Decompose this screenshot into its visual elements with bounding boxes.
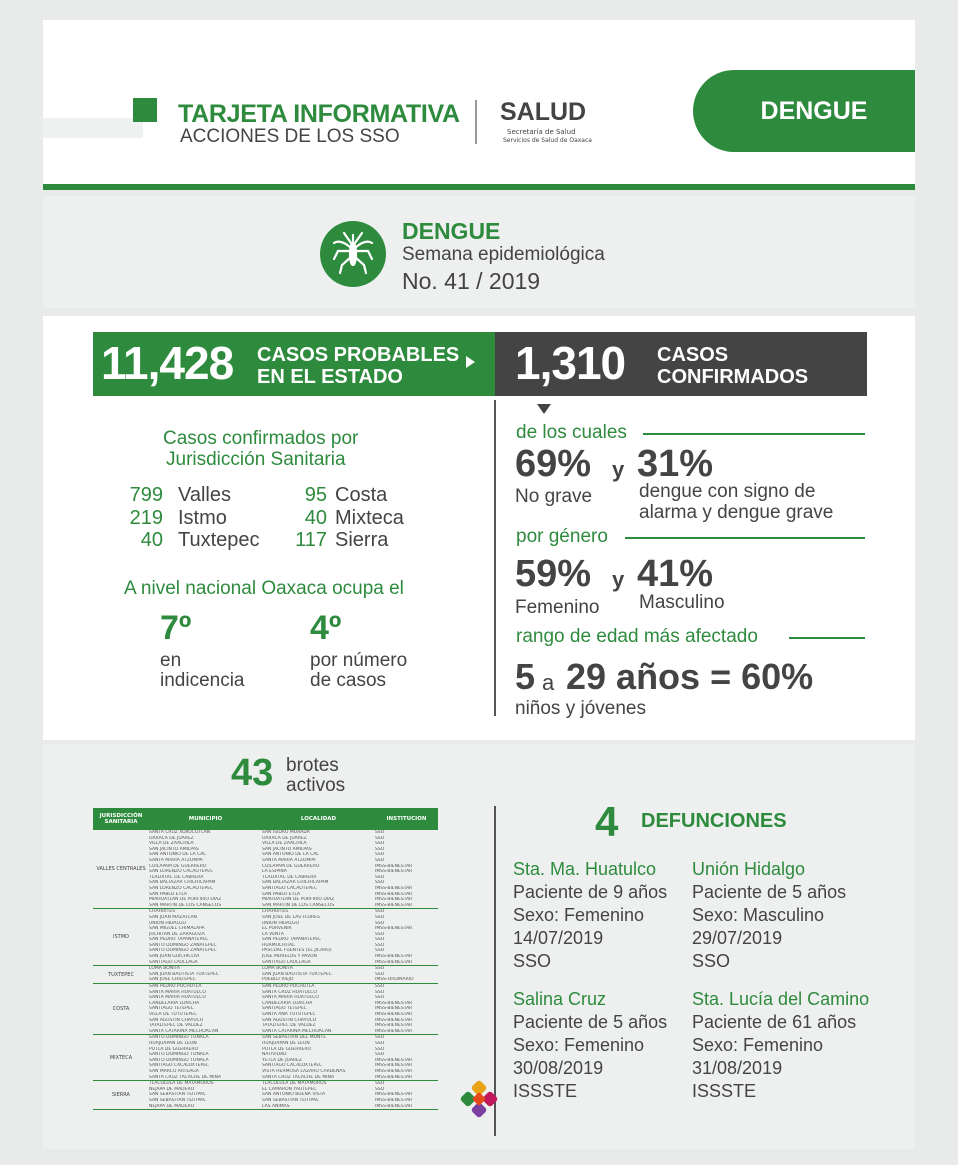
- th-municipio: MUNICIPIO: [188, 816, 223, 822]
- cell-localidad: EL PORVENIR: [262, 926, 292, 932]
- death-card: [692, 858, 846, 973]
- pct-no-grave: 69%: [515, 443, 592, 485]
- outbreaks-value: 43: [231, 752, 274, 794]
- cell-municipio: SAN JUAN BAUTISTA TUXTEPEC: [149, 971, 219, 977]
- cell-institucion: SSO: [375, 841, 385, 847]
- confirmed-bar: [495, 332, 867, 396]
- cell-institucion: IMSS-BIENESTAR: [375, 1057, 413, 1063]
- death-sex: Sexo: Femenino: [513, 905, 645, 925]
- salud-line2: Servicios de Salud de Oaxaca: [503, 137, 592, 144]
- cell-localidad: SAN ANTONIO DE LA CAL: [262, 852, 319, 858]
- cell-municipio: SAN BALTAZAR CHICHICAPAM: [149, 880, 216, 886]
- main-card: [43, 316, 915, 740]
- cell-municipio: SANTA CATARINA MECHOACAN: [149, 1028, 219, 1034]
- cell-municipio: OAXACA DE JUAREZ: [149, 835, 194, 841]
- jurisdiction-title1: Casos confirmados por: [163, 428, 359, 449]
- death-place: Sta. Lucía del Camino: [692, 989, 870, 1009]
- cell-municipio: TLALIXTAC DE CABRERA: [149, 874, 204, 880]
- cell-localidad: LA VENTA: [262, 931, 284, 937]
- cell-institucion: IMSS-BIENESTAR: [375, 869, 413, 875]
- cell-localidad: SANTA CRUZ TACACHE DE MINA: [262, 1074, 335, 1080]
- cell-institucion: IMSS-BIENESTAR: [375, 902, 413, 908]
- cell-institucion: IMSS-BIENESTAR: [375, 891, 413, 897]
- cell-localidad: SANTA CRUZ HUATULCO: [262, 989, 317, 995]
- cell-municipio: SAN ANTONIO DE LA CAL: [149, 852, 206, 858]
- cell-institucion: SSO: [375, 948, 385, 954]
- and-text: y: [612, 457, 625, 482]
- cell-localidad: PASCUAL FUENTES (EL JICARO): [262, 948, 332, 954]
- cell-localidad: TLALIXTAC DE CABRERA: [262, 874, 317, 880]
- death-place: Sta. Ma. Huatulco: [513, 859, 657, 879]
- death-sex: Sexo: Femenino: [513, 1035, 645, 1055]
- probable-bar: [93, 332, 495, 396]
- caption-grave2: alarma y dengue grave: [639, 502, 834, 523]
- cell-municipio: UNION HIDALGO: [149, 920, 187, 926]
- cell-localidad: JOSE MORELOS Y PAVON: [262, 954, 317, 960]
- cell-municipio: VILLA DE ZAACHILA: [149, 841, 194, 847]
- deaths-label: DEFUNCIONES: [641, 810, 787, 832]
- cell-municipio: SAN JOSE CHILTEPEC: [149, 977, 196, 983]
- table-group: [93, 909, 438, 966]
- cell-municipio: SAN JUAN GUICHICOVI: [149, 954, 200, 960]
- cell-institucion: SSO: [375, 880, 385, 886]
- cell-municipio: SAN MIGUEL CHIMALAPA: [149, 926, 205, 932]
- age-to: 29 años = 60%: [566, 656, 814, 697]
- cell-localidad: TATALTEPEC DE VALDEZ: [262, 1023, 316, 1029]
- cell-institucion: IMSS-BIENESTAR: [375, 1097, 413, 1103]
- cell-institucion: SSO: [375, 920, 385, 926]
- cell-institucion: SSO: [375, 846, 385, 852]
- dengue-tag: DENGUE: [693, 70, 915, 152]
- week-card: [43, 196, 915, 308]
- cell-municipio: SAN JUAN MAZATLAN: [149, 914, 197, 920]
- cell-municipio: SANTO DOMINGO ZANATEPEC: [149, 942, 217, 948]
- cell-localidad: MIAHUATLAN DE PORFIRIO DIAZ: [262, 897, 335, 903]
- section-rango-edad: rango de edad más afectado: [516, 626, 758, 647]
- table-group: [93, 1035, 438, 1081]
- cell-institucion: IMSS-BIENESTAR: [375, 1000, 413, 1006]
- cell-institucion: SSO: [375, 971, 385, 977]
- cell-institucion: IMSS-BIENESTAR: [375, 926, 413, 932]
- week-number: No. 41 / 2019: [402, 268, 541, 294]
- cell-localidad: SANTA ANA TUTUTEPEC: [262, 1012, 316, 1017]
- death-inst: ISSSTE: [513, 1081, 578, 1101]
- cell-localidad: OAXACA DE JUAREZ: [262, 835, 307, 841]
- header-divider: [475, 100, 477, 144]
- confirmed-value: 1,310: [515, 337, 626, 389]
- cell-municipio: SANTA MARIA HUATULCO: [149, 995, 206, 1001]
- cell-municipio: SAN PABLO ETLA: [149, 891, 188, 897]
- th-jurisdiccion: JURISDICCIÓN SANITARIA: [99, 813, 143, 825]
- jurisdiction-title2: Jurisdicción Sanitaria: [166, 449, 346, 470]
- week-subtitle: Semana epidemiológica: [402, 244, 605, 265]
- cell-institucion: SSO: [375, 937, 385, 943]
- cell-institucion: SSO: [375, 931, 385, 937]
- cell-localidad: PUTLA DE GUERRERO: [262, 1046, 312, 1052]
- death-age: Paciente de 5 años: [513, 1012, 668, 1032]
- cell-institucion: IMSS-BIENESTAR: [375, 1068, 413, 1074]
- section-line: [643, 433, 865, 435]
- header-underline: [43, 184, 915, 190]
- probable-label1: CASOS PROBABLES: [257, 344, 460, 366]
- jurisdiction-name: Valles: [178, 484, 231, 506]
- cell-municipio: SANTA MARIA HUATULCO: [149, 989, 206, 995]
- cell-localidad: UNION HIDALGO: [262, 920, 300, 926]
- mosquito-icon: [320, 221, 386, 287]
- age-sep: a: [542, 670, 555, 695]
- group-name: TUXTEPEC: [108, 971, 134, 978]
- rank-cases-label1: por número: [310, 650, 408, 671]
- cell-municipio: TLACOLULA DE MATAMOROS: [149, 1081, 214, 1087]
- cell-institucion: IMSS-BIENESTAR: [375, 863, 413, 869]
- cell-institucion: SSO: [375, 857, 385, 863]
- cell-institucion: IMSS-BIENESTAR: [375, 1006, 413, 1012]
- group-name: MIXTECA: [109, 1054, 133, 1061]
- cell-municipio: SANTIAGO CACALOXTEPEC: [149, 1063, 210, 1069]
- header-title: TARJETA INFORMATIVA: [178, 100, 460, 128]
- age-from: 5: [515, 656, 536, 697]
- main-divider: [494, 400, 496, 716]
- cell-localidad: SAN JOSE DE LAS FLORES: [262, 914, 320, 920]
- jurisdiction-value: 40: [304, 507, 327, 529]
- cell-institucion: IMSS-BIENESTAR: [375, 1012, 413, 1017]
- header-card: [43, 20, 915, 185]
- cell-localidad: SAN ISIDRO MORADA: [262, 830, 310, 835]
- pct-male: 41%: [637, 553, 714, 595]
- table-header: [93, 808, 438, 830]
- probable-value: 11,428: [101, 337, 234, 389]
- cell-localidad: SAN JACINTO AMILPAS: [262, 846, 312, 852]
- outbreaks-label2: activos: [286, 775, 346, 796]
- rank-incidence-label1: en: [160, 650, 182, 671]
- table-row: [93, 1104, 438, 1110]
- arrow-right-icon: [466, 356, 475, 368]
- death-date: 31/08/2019: [692, 1058, 783, 1078]
- cell-localidad: SANTIAGO CACALOXTEPEC: [262, 1063, 323, 1069]
- table-group: [93, 830, 438, 909]
- cell-institucion: IMSS-BIENESTAR: [375, 885, 413, 891]
- header-subtitle: ACCIONES DE LOS SSO: [180, 126, 400, 147]
- outbreaks-table: [93, 808, 438, 1110]
- cell-localidad: SAN JUAN BAUTISTA TUXTEPEC: [262, 971, 332, 977]
- cell-localidad: LA ESPAÑA: [262, 869, 287, 875]
- cell-localidad: YETLA DE JUAREZ: [262, 1057, 302, 1063]
- cell-localidad: CUILAPAM DE GUERRERO: [262, 863, 320, 869]
- cell-municipio: SAN PEDRO POCHUTLA: [149, 984, 202, 990]
- th-institucion: INSTITUCIÓN: [386, 816, 427, 822]
- death-inst: ISSSTE: [692, 1081, 757, 1101]
- caption-male: Masculino: [639, 592, 725, 613]
- cell-institucion: SSO: [375, 914, 385, 920]
- section-por-genero: por género: [516, 526, 608, 547]
- section-de-los-cuales: de los cuales: [516, 422, 627, 443]
- cell-institucion: SSO: [375, 835, 385, 841]
- cell-municipio: SAN AGUSTIN CHAYUCO: [149, 1017, 204, 1023]
- cell-municipio: NEJAPA DE MADERO: [149, 1103, 195, 1109]
- jurisdiction-value: 799: [129, 484, 163, 506]
- group-name: VALLES CENTRALES: [96, 866, 146, 873]
- group-name: ISTMO: [113, 934, 129, 941]
- cell-localidad: CANDELARIA LOXICHA: [262, 1000, 313, 1006]
- jurisdiction-value: 40: [140, 529, 163, 551]
- caption-female: Femenino: [515, 597, 600, 618]
- cell-localidad: SANTA CATARINA MECHOACAN: [262, 1028, 332, 1034]
- table-group: [93, 1081, 438, 1110]
- table-row: [93, 1075, 438, 1081]
- cell-localidad: SAN SEBASTIAN DEL MONTE: [262, 1035, 327, 1041]
- green-square-icon: [133, 98, 157, 122]
- death-date: 30/08/2019: [513, 1058, 604, 1078]
- cell-localidad: VILLA DE ZAACHILA: [262, 841, 307, 847]
- cell-institucion: SSO: [375, 995, 385, 1001]
- week-title: DENGUE: [402, 218, 501, 244]
- cell-institucion: IMSS-BIENESTAR: [375, 959, 413, 965]
- cell-localidad: SAN SEBASTIAN TEITIPAC: [262, 1097, 320, 1103]
- cell-localidad: HUAMUCHITAL: [262, 942, 295, 948]
- cell-institucion: IMSS-ORDINARIO: [375, 977, 414, 983]
- cell-municipio: SAN SEBASTIAN TEITIPAC: [149, 1092, 207, 1098]
- cell-municipio: VILLA DE TUTUTEPEC: [149, 1012, 198, 1017]
- cell-municipio: SANTO DOMINGO ZANATEPEC: [149, 948, 217, 954]
- section-line: [625, 537, 865, 539]
- jurisdiction-name: Tuxtepec: [178, 529, 260, 551]
- jurisdiction-value: 219: [129, 507, 163, 529]
- cell-localidad: LOMA BONITA: [262, 966, 294, 972]
- th-localidad: LOCALIDAD: [300, 816, 337, 822]
- death-card: [513, 858, 667, 973]
- cell-municipio: PUTLA DE GUERRERO: [149, 1046, 199, 1052]
- caption-grave1: dengue con signo de: [639, 481, 816, 502]
- death-sex: Sexo: Masculino: [692, 905, 825, 925]
- rank-incidence: 7º: [160, 609, 192, 647]
- cell-municipio: SAN MARTIN DE LOS CANSECOS: [149, 902, 222, 908]
- death-place: Salina Cruz: [513, 989, 607, 1009]
- bottom-card: [43, 744, 915, 1149]
- cell-localidad: CHAHUITES: [262, 909, 289, 915]
- cell-localidad: NATIVIDAD: [262, 1052, 287, 1058]
- cell-institucion: IMSS-BIENESTAR: [375, 897, 413, 903]
- cell-institucion: SSO: [375, 1052, 385, 1058]
- cell-localidad: SANTIAGO TETEPEC: [262, 1006, 307, 1012]
- cell-municipio: JUCHITAN DE ZARAGOZA: [149, 931, 205, 937]
- cell-localidad: SAN PEDRO TAPANATEPEC: [262, 937, 322, 943]
- cell-institucion: SSO: [375, 1040, 385, 1046]
- death-place: Unión Hidalgo: [692, 859, 806, 879]
- cell-localidad: SANTIAGO CACAOTEPEC: [262, 885, 318, 891]
- salud-line1: Secretaría de Salud: [507, 128, 576, 136]
- cell-institucion: SSO: [375, 966, 385, 972]
- national-title: A nivel nacional Oaxaca ocupa el: [124, 578, 404, 599]
- jurisdiction-name: Sierra: [335, 529, 389, 551]
- cell-localidad: PUEBLO VIEJO: [262, 977, 294, 983]
- and-text: y: [612, 567, 625, 592]
- cell-institucion: SSO: [375, 989, 385, 995]
- cell-institucion: SSO: [375, 942, 385, 948]
- table-row: [93, 960, 438, 966]
- table-group: [93, 984, 438, 1035]
- rank-incidence-label2: indicencia: [160, 670, 245, 691]
- cell-institucion: SSO: [375, 984, 385, 990]
- cell-localidad: SAN BALTAZAR CHICHICAPAM: [262, 880, 329, 886]
- cell-municipio: LOMA BONITA: [149, 966, 181, 972]
- death-age: Paciente de 5 años: [692, 882, 847, 902]
- outbreaks-label1: brotes: [286, 755, 339, 776]
- cell-localidad: SAN MARTIN DE LOS CANSECOS: [262, 902, 335, 908]
- cell-municipio: SAN JACINTO AMILPAS: [149, 846, 199, 852]
- cell-institucion: SSO: [375, 1035, 385, 1041]
- cell-municipio: SAN SEBASTIAN TEITIPAC: [149, 1097, 207, 1103]
- table-row: [93, 977, 438, 983]
- jurisdiction-value: 117: [295, 529, 327, 551]
- cell-municipio: SANTA MARIA ATZOMPA: [149, 857, 203, 863]
- death-inst: SSO: [513, 951, 552, 971]
- rank-cases-label2: de casos: [310, 670, 387, 691]
- cell-institucion: SSO: [375, 1086, 385, 1092]
- caption-no-grave: No grave: [515, 486, 593, 507]
- cell-institucion: IMSS-BIENESTAR: [375, 1017, 413, 1023]
- arrow-down-icon: [537, 404, 551, 414]
- oaxaca-logo: [459, 1080, 499, 1120]
- cell-institucion: SSO: [375, 1081, 385, 1087]
- cell-municipio: CANDELARIA LOXICHA: [149, 1000, 200, 1006]
- cell-municipio: SANTIAGO TETEPEC: [149, 1006, 194, 1012]
- cell-municipio: SAN PEDRO TAPANATEPEC: [149, 937, 209, 943]
- cell-localidad: SANTA MARIA HUATULCO: [262, 995, 319, 1001]
- death-card: [513, 988, 667, 1103]
- cell-localidad: VISTA HERMOSA LAZARO CARDENAS: [262, 1068, 346, 1074]
- cell-institucion: SSO: [375, 909, 385, 915]
- table-group: [93, 966, 438, 984]
- death-date: 14/07/2019: [513, 928, 604, 948]
- group-name: COSTA: [112, 1006, 130, 1013]
- confirmed-label1: CASOS: [657, 344, 729, 366]
- cell-municipio: SANTO DOMINGO TONALA: [149, 1057, 209, 1063]
- cell-institucion: SSO: [375, 830, 385, 835]
- cell-localidad: EL CAMARON YAUTEPEC: [262, 1086, 317, 1092]
- cell-institucion: IMSS-BIENESTAR: [375, 1023, 413, 1029]
- salud-logo-text: SALUD: [500, 98, 587, 126]
- cell-localidad: LAS ANIMAS: [262, 1103, 290, 1109]
- deaths-value: 4: [595, 798, 619, 845]
- cell-institucion: IMSS-BIENESTAR: [375, 1028, 413, 1034]
- confirmed-label2: CONFIRMADOS: [657, 366, 809, 388]
- jurisdiction-name: Mixteca: [335, 507, 404, 529]
- cell-institucion: SSO: [375, 874, 385, 880]
- cell-municipio: SAN LORENZO CACAOTEPEC: [149, 869, 214, 875]
- header-stripe: [43, 118, 143, 138]
- jurisdiction-name: Istmo: [178, 507, 227, 529]
- pct-female: 59%: [515, 553, 592, 595]
- cell-localidad: SAN PEDRO POCHUTLA: [262, 984, 315, 990]
- table-row: [93, 903, 438, 909]
- cell-municipio: TATALTEPEC DE VALDEZ: [149, 1023, 203, 1029]
- death-date: 29/07/2019: [692, 928, 783, 948]
- death-age: Paciente de 9 años: [513, 882, 668, 902]
- cell-localidad: SANTIAGO LAOLLAGA: [262, 959, 311, 965]
- cell-institucion: IMSS-BIENESTAR: [375, 1074, 413, 1080]
- cell-localidad: HUAJUAPAN DE LEON: [262, 1040, 310, 1046]
- death-age: Paciente de 61 años: [692, 1012, 857, 1032]
- cell-localidad: TLACOLULA DE MATAMOROS: [262, 1081, 327, 1087]
- jurisdiction-value: 95: [304, 484, 327, 506]
- section-line: [789, 637, 865, 639]
- cell-municipio: SANTIAGO LAOLLAGA: [149, 959, 198, 965]
- jurisdiction-name: Costa: [335, 484, 388, 506]
- cell-institucion: SSO: [375, 1046, 385, 1052]
- table-body: [93, 830, 438, 1110]
- cell-municipio: SAN MARCO ARTEAGA: [149, 1068, 199, 1074]
- cell-municipio: NEJAPA DE MADERO: [149, 1086, 195, 1092]
- cell-institucion: SSO: [375, 852, 385, 858]
- cell-municipio: CUILAPAM DE GUERRERO: [149, 863, 207, 869]
- cell-municipio: MIAHUATLAN DE PORFIRIO DIAZ: [149, 897, 222, 903]
- rank-cases: 4º: [310, 609, 342, 647]
- cell-localidad: SAN ANTONIO BUENA VISTA: [262, 1092, 326, 1098]
- cell-municipio: CHAHUITES: [149, 909, 176, 915]
- cell-municipio: SANTO DOMINGO TONALA: [149, 1052, 209, 1058]
- cell-municipio: HUAJUAPAN DE LEON: [149, 1040, 197, 1046]
- cell-municipio: SANTO DOMINGO TONALA: [149, 1035, 209, 1041]
- cell-localidad: SAN AGUSTIN CHAYUCO: [262, 1017, 317, 1023]
- outbreaks-label: [286, 756, 345, 796]
- group-name: SIERRA: [112, 1092, 130, 1099]
- probable-label2: EN EL ESTADO: [257, 366, 403, 388]
- death-sex: Sexo: Femenino: [692, 1035, 824, 1055]
- cell-municipio: SAN LORENZO CACAOTEPEC: [149, 885, 214, 891]
- cell-institucion: IMSS-BIENESTAR: [375, 1063, 413, 1069]
- table-row: [93, 1029, 438, 1035]
- cell-localidad: SANTA MARIA ATZOMPA: [262, 857, 316, 863]
- age-caption: niños y jóvenes: [515, 698, 646, 719]
- cell-institucion: IMSS-BIENESTAR: [375, 1092, 413, 1098]
- death-inst: SSO: [692, 951, 731, 971]
- cell-localidad: SAN PABLO ETLA: [262, 891, 301, 897]
- cell-municipio: SANTA CRUZ XOXOCOTLAN: [149, 830, 211, 835]
- death-card: [692, 988, 869, 1103]
- cell-municipio: SANTA CRUZ TACACHE DE MINA: [149, 1074, 222, 1080]
- cell-institucion: IMSS-BIENESTAR: [375, 954, 413, 960]
- pct-grave: 31%: [637, 443, 714, 485]
- cell-institucion: IMSS-BIENESTAR: [375, 1103, 413, 1109]
